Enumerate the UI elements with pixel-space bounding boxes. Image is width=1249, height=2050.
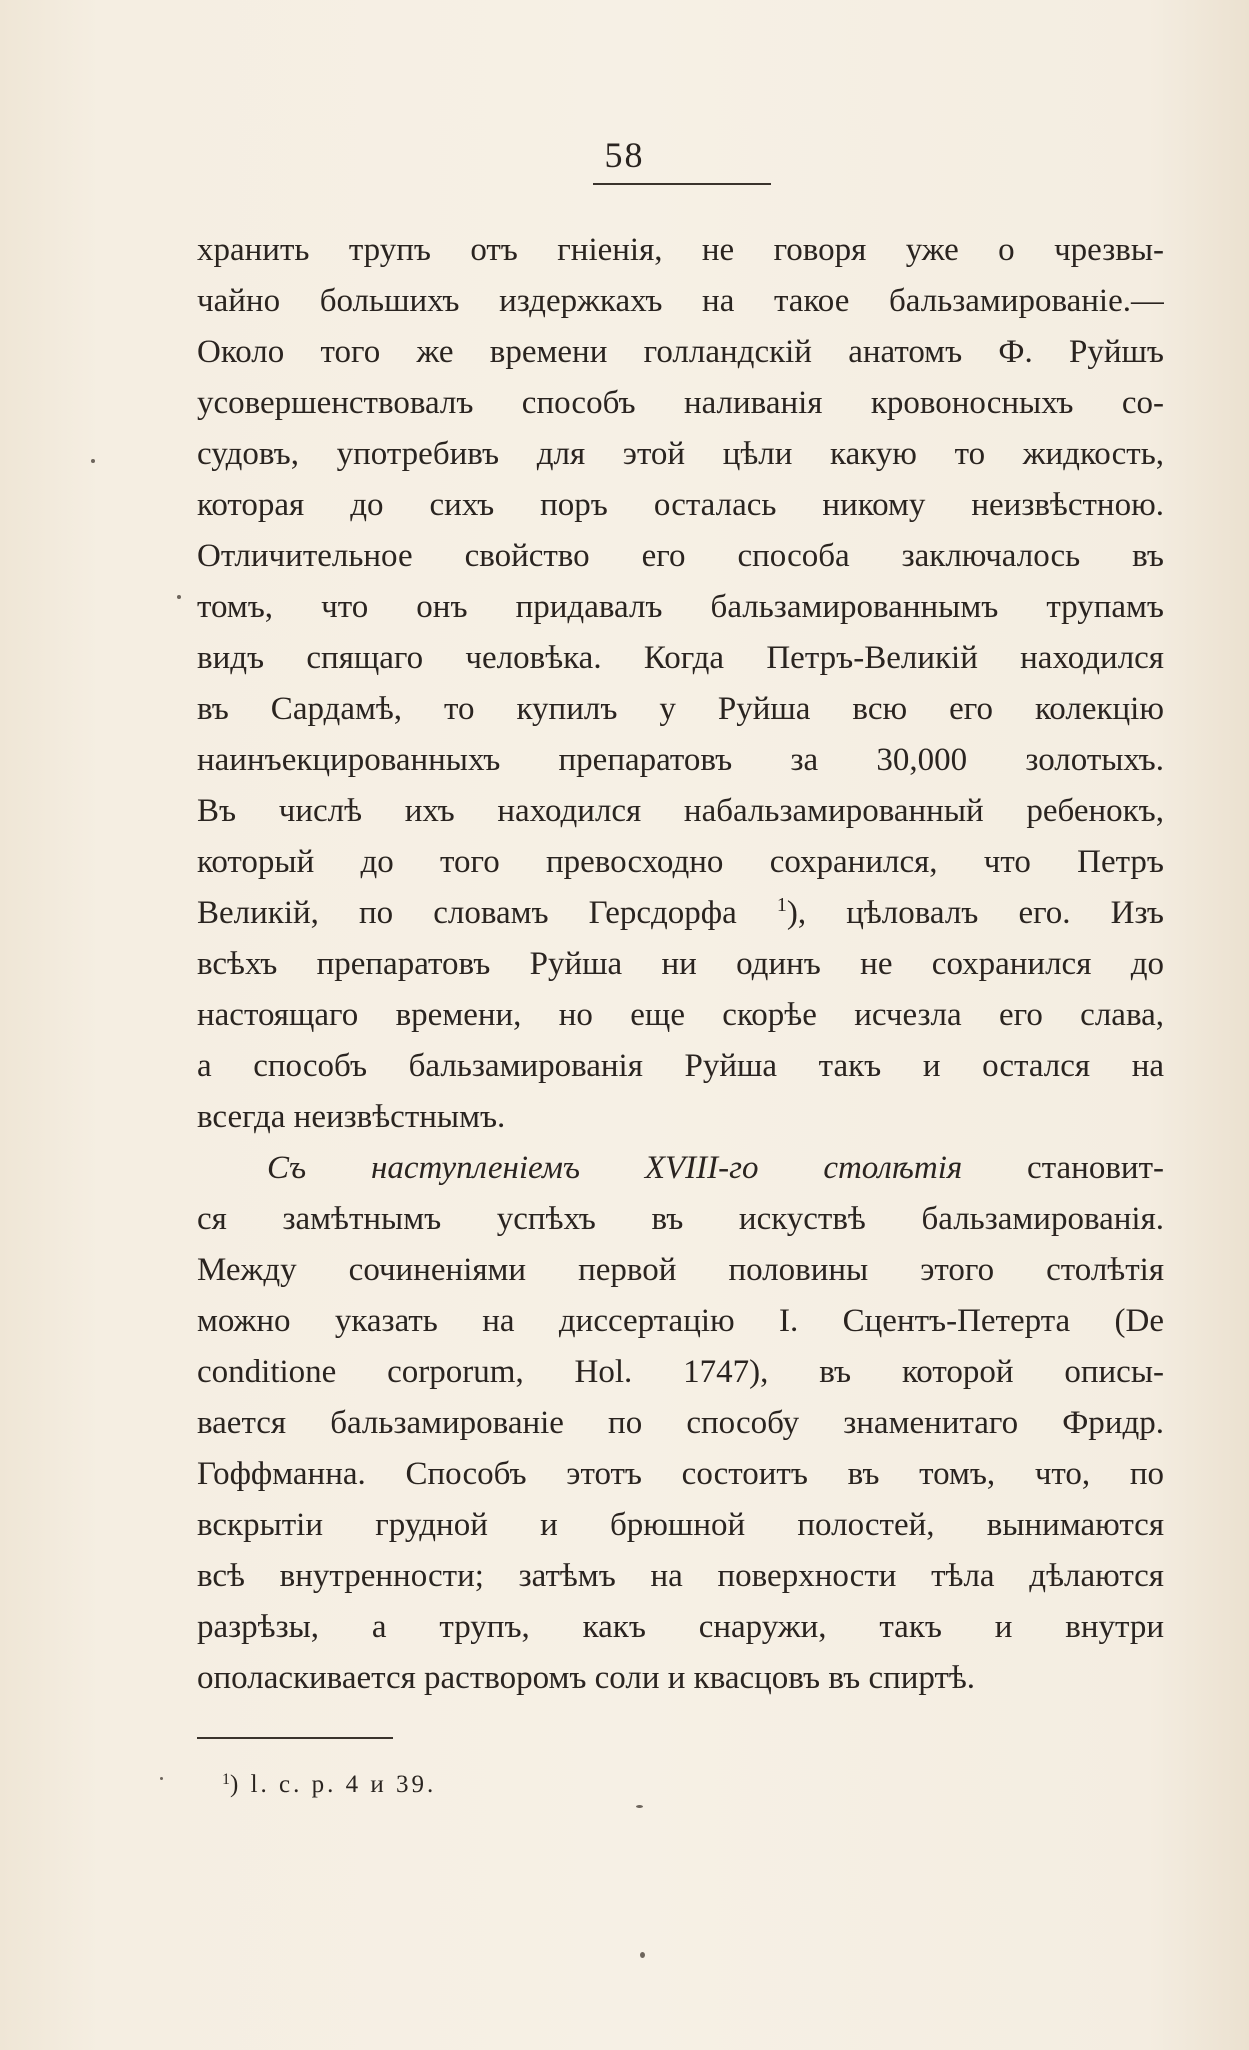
paragraph-start-line xyxy=(197,1143,1164,1194)
paragraph-end-line: всегда неизвѣстнымъ. xyxy=(197,1099,506,1135)
text-line-with-footnote-ref xyxy=(197,888,1164,939)
footnote-rule xyxy=(197,1737,393,1739)
text-line: Между сочиненіями первой половины этого столѣтія xyxy=(197,1252,1164,1288)
text-line: наинъекцированныхъ препаратовъ за 30,000 золотыхъ. xyxy=(197,742,1164,778)
text-line: conditione corporum, Hol. 1747), въ которой описы- xyxy=(197,1354,1164,1390)
text-line: видъ спящаго человѣка. Когда Петръ-Великій находился xyxy=(197,640,1164,676)
ink-speck xyxy=(91,459,95,463)
ink-speck xyxy=(640,1952,645,1958)
text-line: а способъ бальзамированія Руйша такъ и остался на xyxy=(197,1048,1164,1084)
ink-speck xyxy=(636,1805,643,1808)
text-line: вскрытіи грудной и брюшной полостей, вынимаются xyxy=(197,1507,1164,1543)
text-line: ся замѣтнымъ успѣхъ въ искуствѣ бальзамированія. xyxy=(197,1201,1164,1237)
text-line: разрѣзы, а трупъ, какъ снаружи, такъ и внутри xyxy=(197,1609,1164,1645)
text-line: Отличительное свойство его способа заключалось въ xyxy=(197,538,1164,574)
text-line: въ Сардамѣ, то купилъ у Руйша всю его колекцію xyxy=(197,691,1164,727)
text-line: который до того превосходно сохранился, что Петръ xyxy=(197,844,1164,880)
body-text xyxy=(197,225,1164,1704)
text-line: всѣхъ препаратовъ Руйша ни одинъ не сохранился до xyxy=(197,946,1164,982)
text-line: судовъ, употребивъ для этой цѣли какую то жидкость, xyxy=(197,436,1164,472)
italic-heading-phrase: Съ наступленіемъ XVIII-го столѣтія xyxy=(267,1150,963,1186)
text-line: Въ числѣ ихъ находился набальзамированный ребенокъ, xyxy=(197,793,1164,829)
text-line: Гоффманна. Способъ этотъ состоитъ въ томъ, что, по xyxy=(197,1456,1164,1492)
ink-speck xyxy=(177,595,181,599)
text-line: всѣ внутренности; затѣмъ на поверхности тѣла дѣлаются xyxy=(197,1558,1164,1594)
text-line: томъ, что онъ придавалъ бальзамированнымъ трупамъ xyxy=(197,589,1164,625)
header-rule xyxy=(593,183,771,185)
text-line: вается бальзамированіе по способу знаменитаго Фридр. xyxy=(197,1405,1164,1441)
paragraph-end-line: ополаскивается растворомъ соли и квасцовъ въ спиртѣ. xyxy=(197,1660,976,1696)
text-line: настоящаго времени, но еще скорѣе исчезла его слава, xyxy=(197,997,1164,1033)
text-segment: становит- xyxy=(962,1150,1164,1186)
page-number: 58 xyxy=(604,135,645,175)
footnote-mark: 1 xyxy=(222,1771,230,1788)
text-line: которая до сихъ поръ осталась никому неизвѣстною. xyxy=(197,487,1164,523)
ink-speck xyxy=(160,1777,163,1780)
text-line: можно указать на диссертацію I. Сцентъ-Петерта (De xyxy=(197,1303,1164,1339)
footnote-text: ) l. c. p. 4 и 39. xyxy=(230,1771,437,1798)
text-line: усовершенствовалъ способъ наливанія кровоносныхъ со- xyxy=(197,385,1164,421)
text-segment: Великій, по словамъ Герсдорфа xyxy=(197,895,737,931)
footnote-reference: 1 xyxy=(776,894,787,916)
text-line: чайно большихъ издержкахъ на такое бальзамированіе.— xyxy=(197,283,1164,319)
text-line: Около того же времени голландскій анатомъ Ф. Руйшъ xyxy=(197,334,1164,370)
footnote xyxy=(222,1765,436,1805)
text-segment: ), цѣловалъ его. Изъ xyxy=(786,895,1164,931)
text-line: хранить трупъ отъ гніенія, не говоря уже о чрезвы- xyxy=(197,232,1164,268)
